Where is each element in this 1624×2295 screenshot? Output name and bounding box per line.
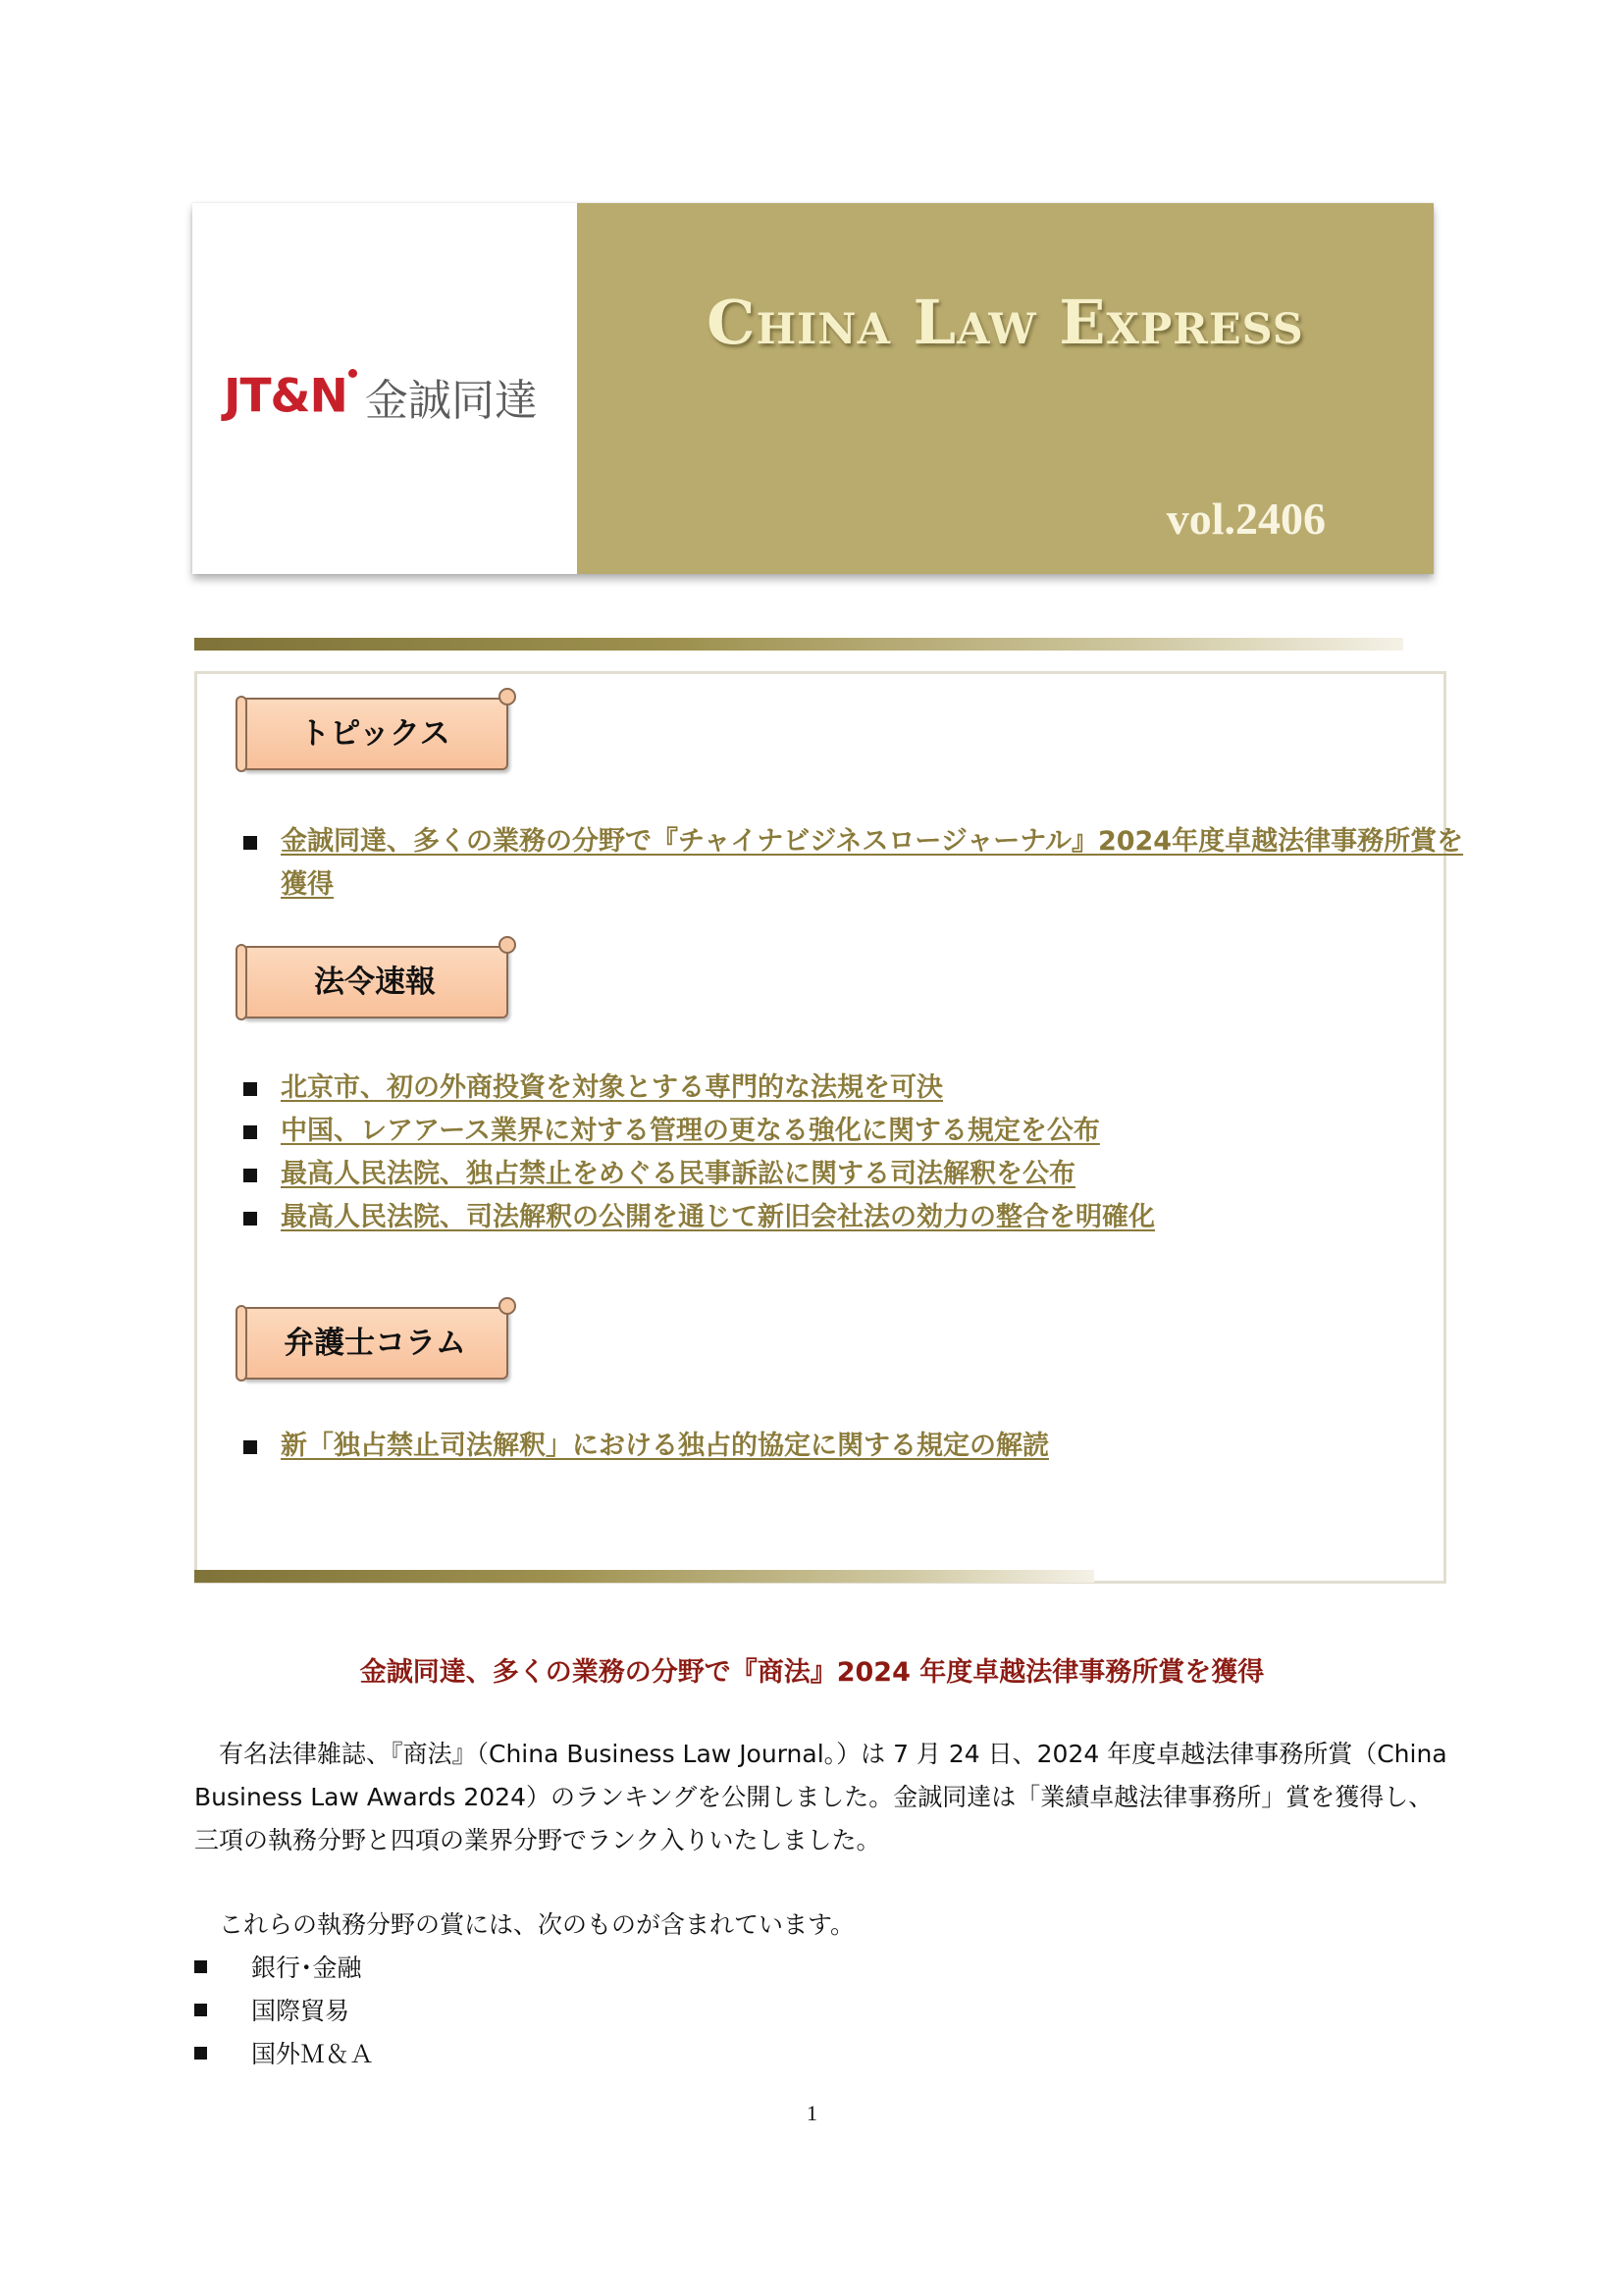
toc-link-legal-news-2[interactable]: 中国、レアアース業界に対する管理の更なる強化に関する規定を公布 [281,1116,1100,1146]
bullet-square-icon [243,1169,257,1182]
toc-link-lawyer-column-1[interactable]: 新「独占禁止司法解釈」における独占的協定に関する規定の解読 [281,1431,1049,1461]
toc-link-legal-news-3[interactable]: 最高人民法院、独占禁止をめぐる民事訴訟に関する司法解釈を公布 [281,1159,1075,1189]
toc-link-legal-news-4[interactable]: 最高人民法院、司法解釈の公開を通じて新旧会社法の効力の整合を明確化 [281,1202,1155,1232]
title-panel [577,203,1434,574]
list-item-text: 銀行･金融 [251,1954,362,1982]
article-paragraph: これらの執務分野の賞には、次のものが含まれています。 [194,1910,856,1939]
list-item-text: 国際貿易 [251,1997,350,2025]
header-banner [192,203,1434,574]
logo-panel [192,203,577,574]
toc-link-legal-news-1[interactable]: 北京市、初の外商投資を対象とする専門的な法規を可決 [281,1072,943,1103]
logo-dot-icon [348,369,357,378]
bullet-square-icon [243,1082,257,1096]
bullet-square-icon [243,1440,257,1454]
section-heading-label: 弁護士コラム [284,1326,466,1361]
bullet-square-icon [243,836,257,850]
section-heading-lawyer-column [236,1303,510,1382]
page-number: 1 [807,2101,817,2125]
article-title: 金誠同達、多くの業務の分野で『商法』2024 年度卓越法律事務所賞を獲得 [359,1657,1265,1688]
logo-chinese-name: 金誠同達 [364,376,538,426]
bullet-square-icon [194,2004,207,2016]
divider-bottom [194,1570,1094,1583]
toc-link-topics-1[interactable]: 金誠同達、多くの業務の分野で『チャイナビジネスロージャーナル』2024年度卓越法律事務所賞を [281,826,1464,857]
bullet-square-icon [194,2047,207,2060]
volume-number: vol.2406 [1166,494,1326,544]
company-logo [224,365,538,424]
bullet-square-icon [194,1960,207,1973]
logo-mark: JT&N [224,369,347,424]
article-paragraph-line: 三項の執務分野と四項の業界分野でランク入りいたしました。 [194,1826,881,1854]
divider-top [194,638,1403,651]
bullet-square-icon [243,1212,257,1226]
article-paragraph-line: Business Law Awards 2024）のランキングを公開しました。金誠同達は「業績卓越法律事務所」賞を獲得し、 [194,1783,1434,1811]
newsletter-title: China Law Express [707,287,1304,358]
toc-link-topics-1-cont[interactable]: 獲得 [281,869,334,900]
section-heading-topics [236,694,510,772]
section-heading-label: トピックス [299,716,450,752]
section-heading-label: 法令速報 [314,965,436,1000]
article-paragraph-line: 有名法律雑誌、『商法』（China Business Law Journal。）は 7 月 24 日、2024 年度卓越法律事務所賞（China [194,1740,1447,1768]
section-heading-legal-news [236,942,510,1020]
list-item-text: 国外Ｍ＆Ａ [251,2040,375,2068]
bullet-square-icon [243,1125,257,1139]
